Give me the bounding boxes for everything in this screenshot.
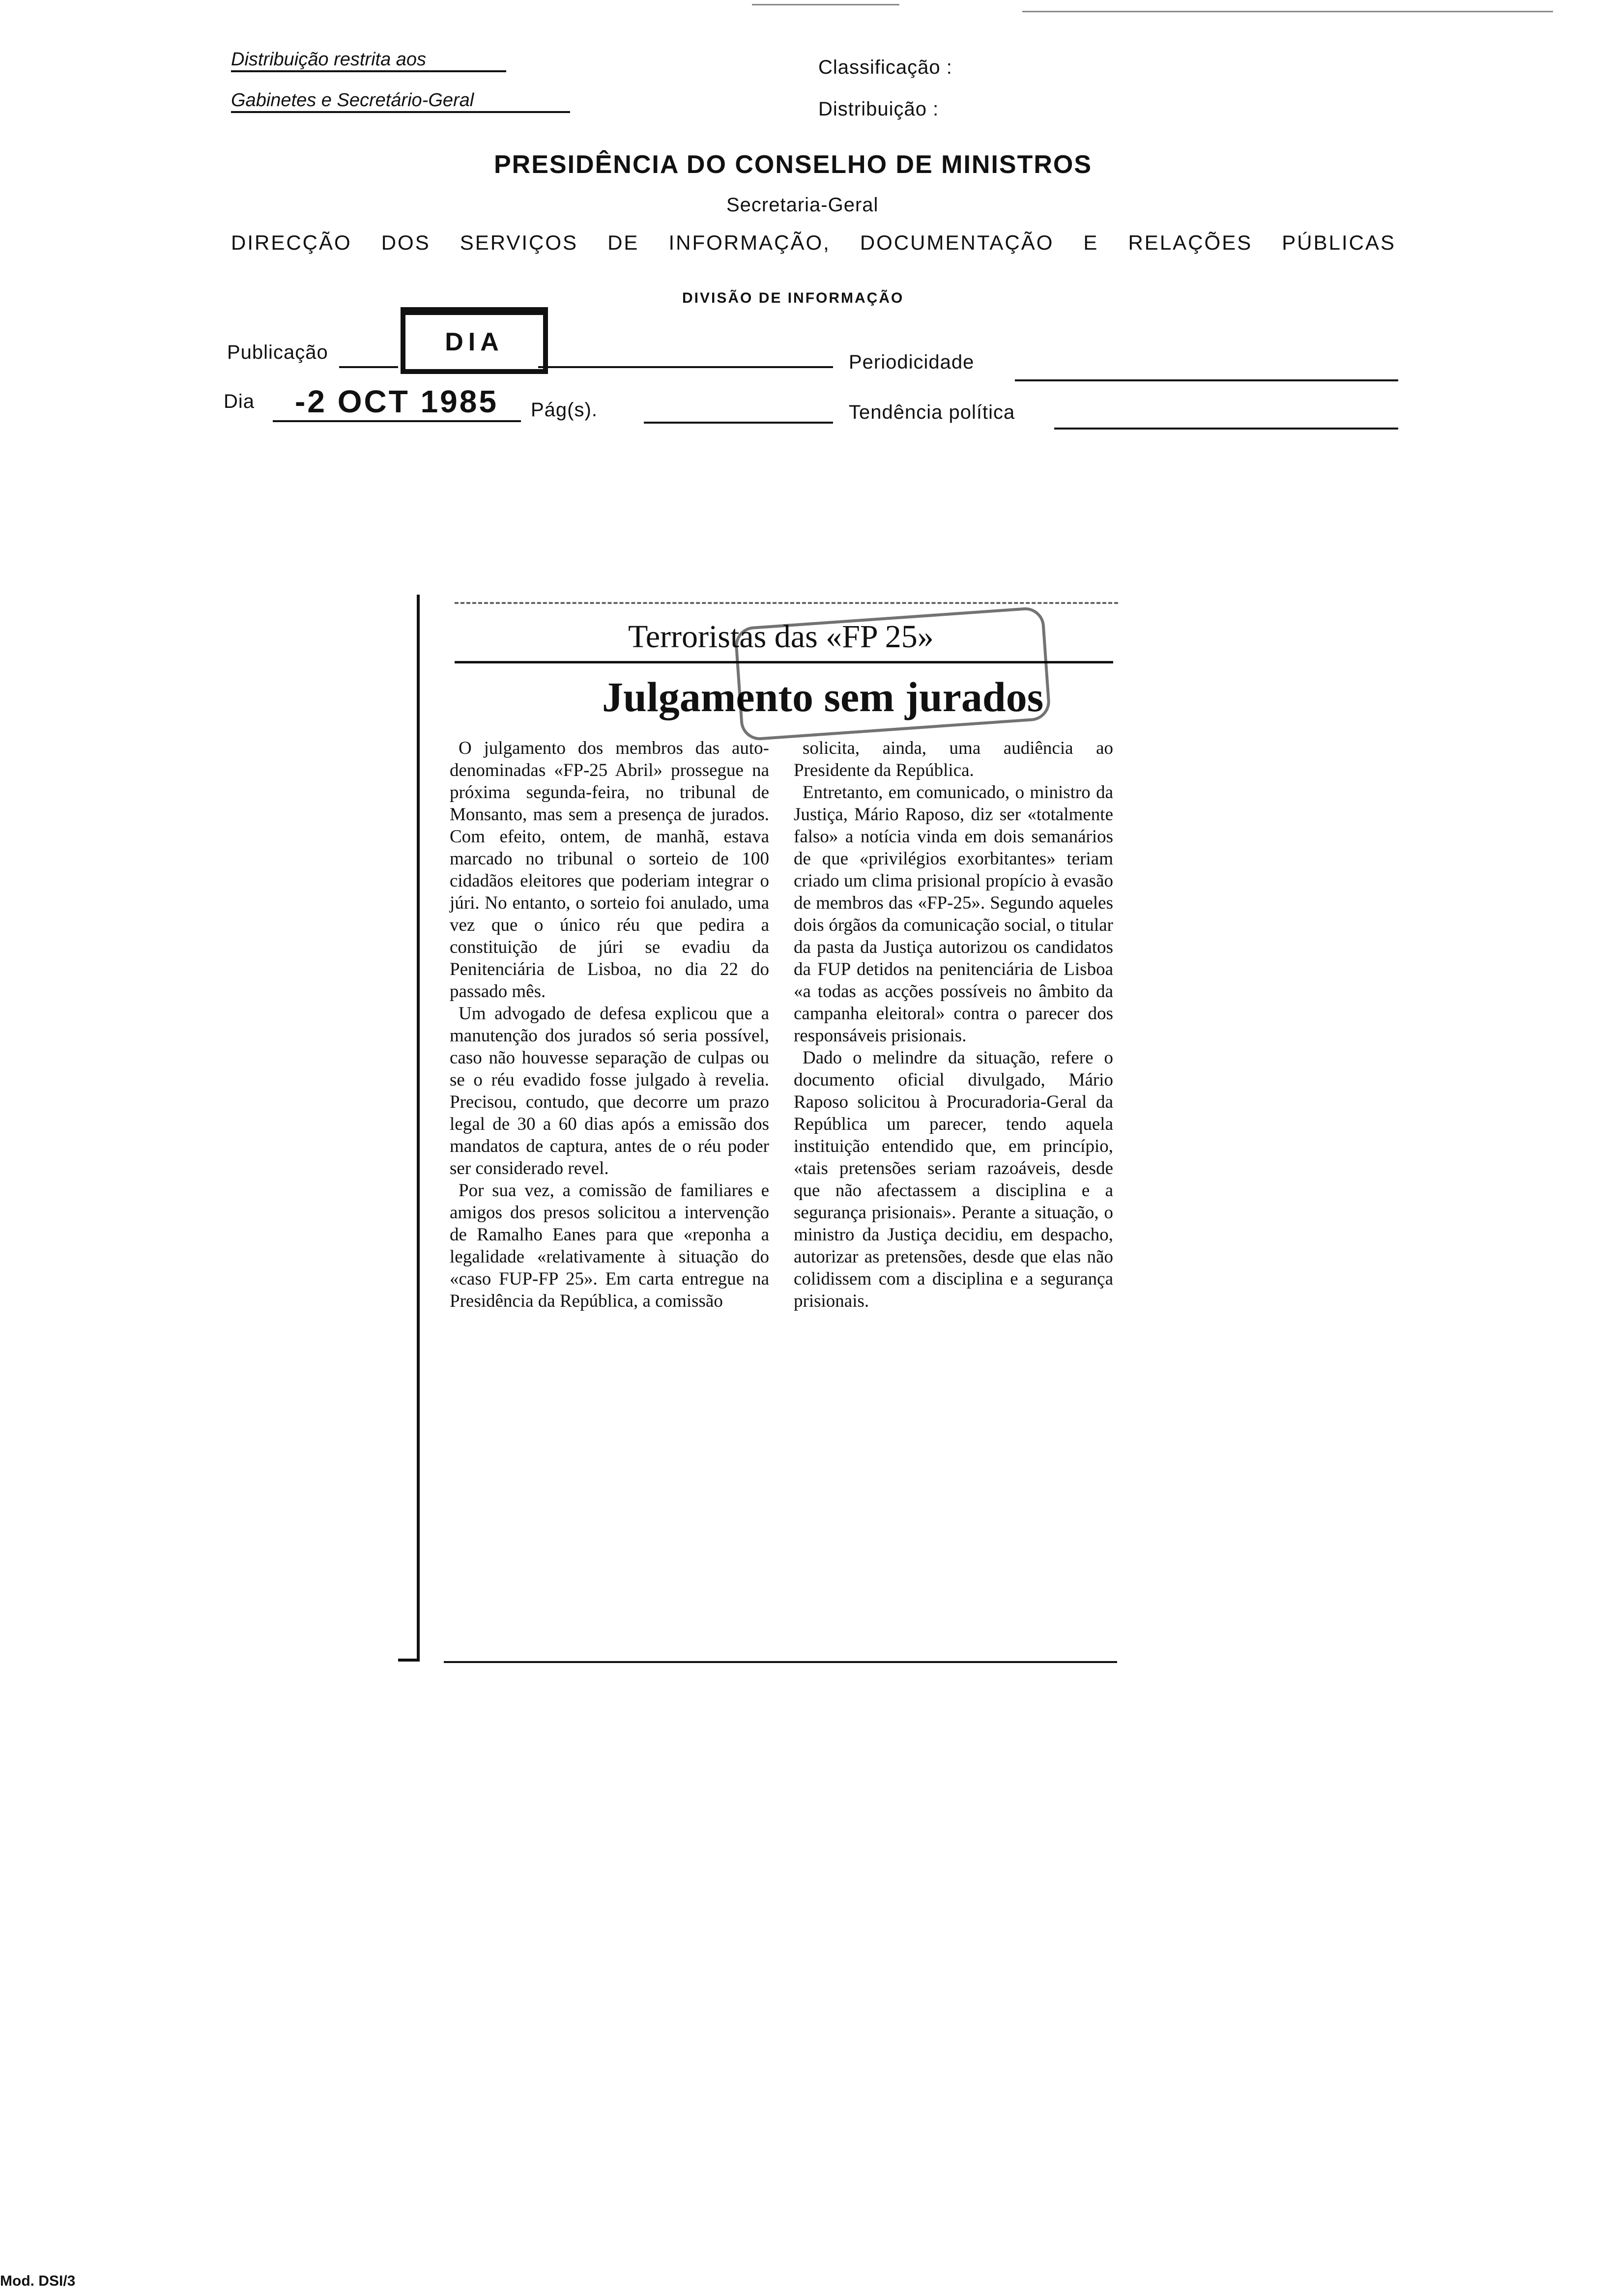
- paragraph: Entretanto, em comunicado, o ministro da Justiça, Mário Raposo, diz ser «totalmente falso» a notícia vinda em dois semanários de que «privilégios exorbitantes» teriam criado um clima prisional propício à evasão de membros das «FP-25». Segundo aqueles dois órgãos da comunicação social, o titular da pasta da Justiça autorizou os candidatos da FUP detidos na penitenciária de Lisboa «a todas as acções possíveis no âmbito da campanha eleitoral» contra o parecer dos responsáveis prisionais.: [794, 782, 1113, 1046]
- presidency-title: PRESIDÊNCIA DO CONSELHO DE MINISTROS: [494, 150, 1093, 179]
- classification-label: Classificação :: [818, 57, 952, 78]
- paragraph: O julgamento dos membros das auto-denominadas «FP-25 Abril» prossegue na próxima segunda-feira, no tribunal de Monsanto, mas sem a presença de jurados. Com efeito, ontem, de manhã, estava marcado no tribunal o sorteio de 100 cidadãos eleitores que poderiam integrar o júri. No entanto, o sorteio foi anulado, uma vez que o único réu que pedira a constituição de júri se evadiu da Penitenciária de Lisboa, no dia 22 do passado mês.: [450, 738, 769, 1002]
- distribution-line-2: Gabinetes e Secretário-Geral: [231, 90, 570, 113]
- pages-label: Pág(s).: [531, 399, 598, 421]
- date-stamp: -2 OCT 1985: [295, 384, 498, 419]
- paragraph: solicita, ainda, uma audiência ao Presidente da República.: [794, 738, 1113, 780]
- clipping-left-border: [417, 595, 420, 1661]
- secretariat: Secretaria-Geral: [726, 194, 879, 216]
- handwritten-date-mark: [734, 606, 1052, 742]
- article-headline: Julgamento sem jurados: [602, 673, 1044, 720]
- paragraph: Dado o melindre da situação, refere o documento oficial divulgado, Mário Raposo solicitou à Procuradoria-Geral da República um parecer, tendo aquela instituição entendido que, em princípio, «tais pretensões seriam razoáveis, desde que não afectassem a disciplina e a segurança prisionais». Perante a situação, o ministro da Justiça decidiu, em despacho, autorizar as pretensões, desde que elas não colidissem com a disciplina e a segurança prisionais.: [794, 1048, 1113, 1311]
- article-kicker: Terroristas das «FP 25»: [628, 619, 934, 655]
- distribution-label: Distribuição :: [818, 98, 939, 120]
- division: DIVISÃO DE INFORMAÇÃO: [682, 290, 904, 306]
- publication-label: Publicação: [227, 342, 328, 363]
- distribution-line-1: Distribuição restrita aos: [231, 49, 506, 72]
- article-column-1: [450, 737, 769, 1312]
- model-code: Mod. DSI/3: [0, 2273, 76, 2289]
- day-label: Dia: [224, 391, 255, 412]
- publication-stamp: DIA: [401, 307, 548, 374]
- periodicity-label: Periodicidade: [849, 351, 975, 373]
- political-tendency-label: Tendência política: [849, 402, 1015, 423]
- paragraph: Por sua vez, a comissão de familiares e amigos dos presos solicitou a intervenção de Ramalho Eanes para que «reponha a legalidade «relativamente à situação do «caso FUP-FP 25». Em carta entregue na Presidência da República, a comissão: [450, 1180, 769, 1311]
- directorate: DIRECÇÃO DOS SERVIÇOS DE INFORMAÇÃO, DOCUMENTAÇÃO E RELAÇÕES PÚBLICAS: [231, 231, 1396, 254]
- article-column-2: [794, 737, 1113, 1312]
- paragraph: Um advogado de defesa explicou que a manutenção dos jurados só seria possível, caso não houvesse separação de culpas ou se o réu evadido fosse julgado à revelia. Precisou, contudo, que decorre um prazo legal de 30 a 60 dias após a emissão dos mandatos de captura, antes de o réu poder ser considerado revel.: [450, 1004, 769, 1178]
